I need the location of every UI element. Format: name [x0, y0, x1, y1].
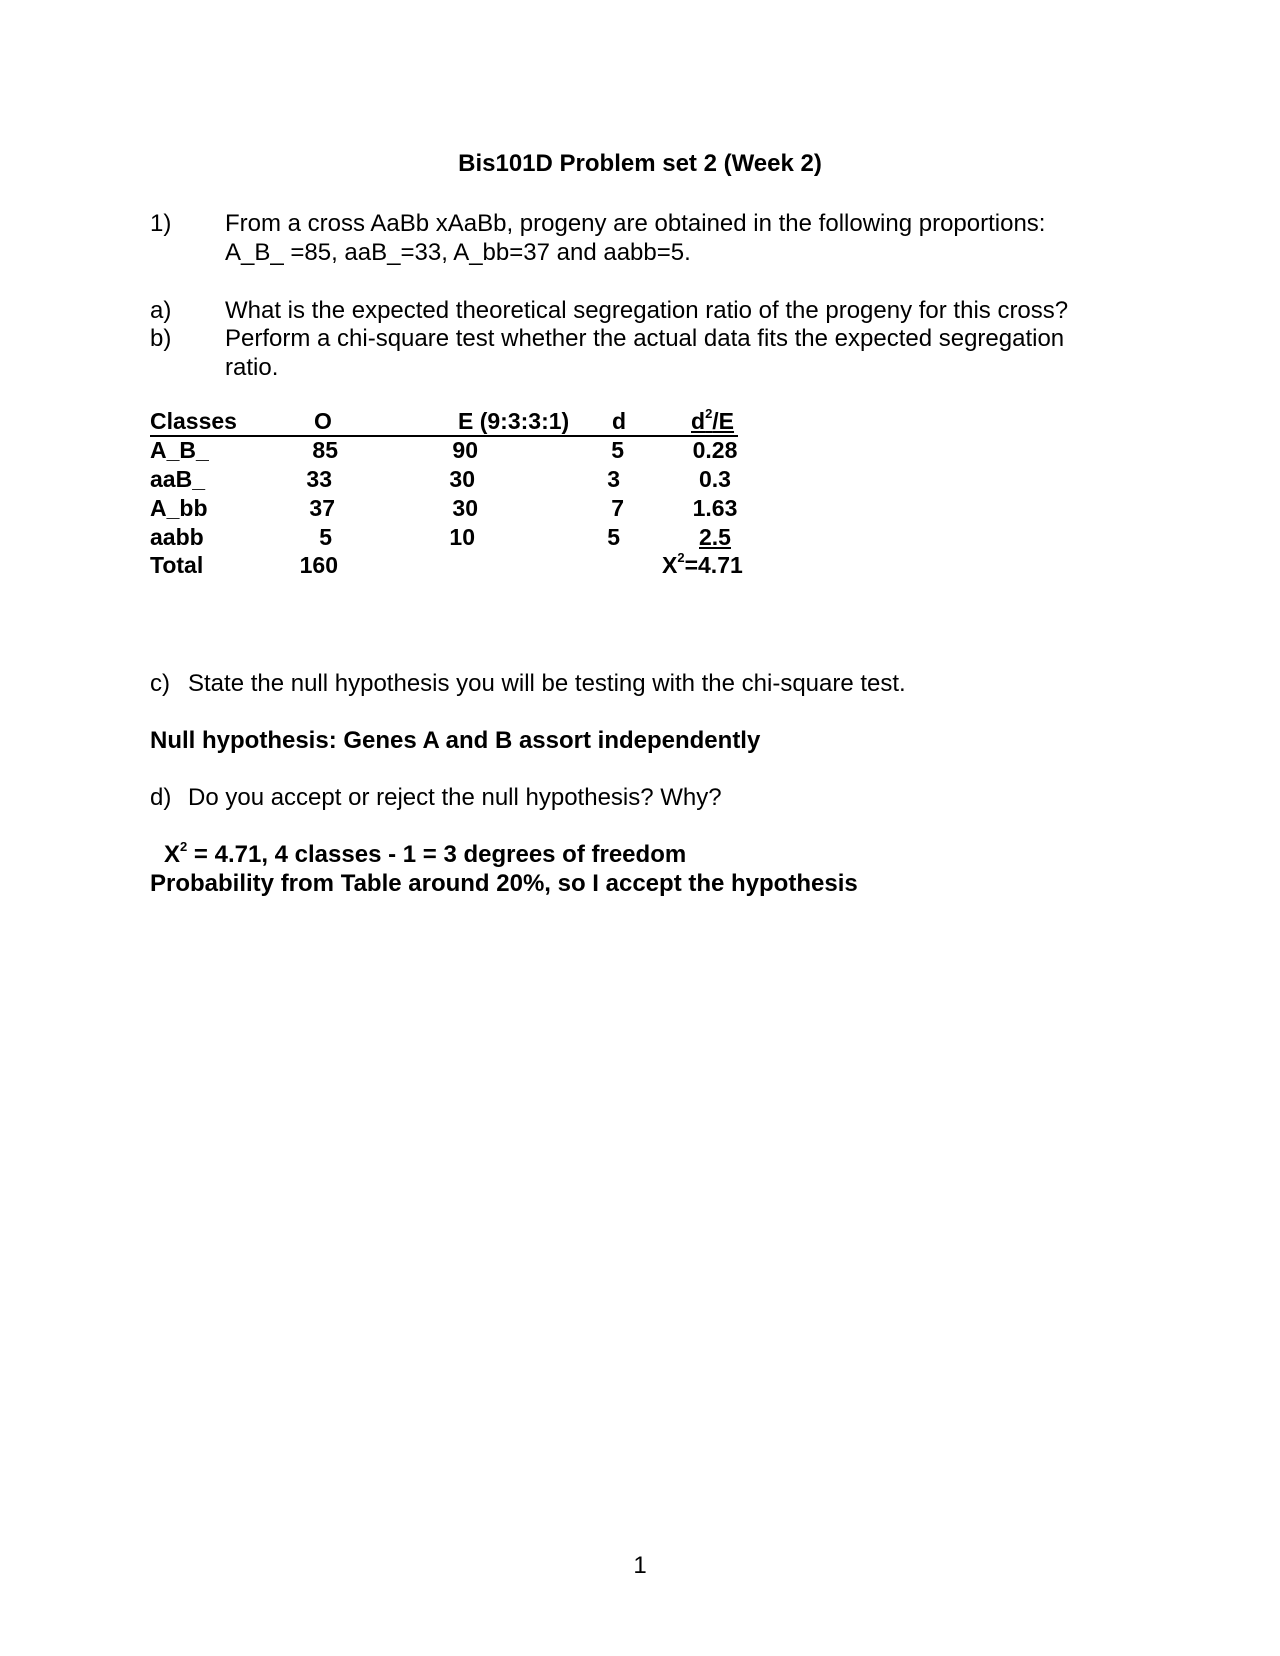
null-hypothesis: Null hypothesis: Genes A and B assort independently — [150, 727, 761, 754]
question-d-label: d) — [150, 784, 172, 811]
row-expected: 10 — [449, 524, 475, 550]
row-d2-over-e: 0.3 — [699, 466, 731, 492]
row-deviation: 7 — [611, 495, 624, 521]
row-d2-over-e: 1.63 — [692, 495, 738, 521]
question-1-text-line2: A_B_ =85, aaB_=33, A_bb=37 and aabb=5. — [225, 239, 691, 266]
chi-square-total: $X^2=4.71$ — [662, 550, 743, 578]
question-1-text-line1: From a cross AaBb xAaBb, progeny are obtained in the following proportions: — [225, 210, 1046, 237]
row-deviation: 5 — [607, 524, 620, 550]
row-d2-over-e: 0.28 — [692, 437, 738, 463]
row-class: A_B_ — [150, 437, 209, 463]
header-expected: E (9:3:3:1) — [458, 408, 570, 434]
page-number: 1 — [633, 1552, 647, 1579]
total-label: Total — [150, 552, 204, 578]
row-deviation: 3 — [607, 466, 620, 492]
row-observed: 33 — [306, 466, 332, 492]
chi-square-table — [150, 408, 760, 588]
question-b-text-line1: Perform a chi-square test whether the actual data fits the expected segregation — [225, 325, 1065, 352]
answer-line-1: $X^2 = 4.71$, 4 classes - 1 = 3 degrees of freedom — [164, 839, 687, 868]
question-d-text: Do you accept or reject the null hypothesis? Why? — [188, 784, 722, 811]
question-a-text: What is the expected theoretical segregation ratio of the progeny for this cross? — [225, 297, 1069, 324]
row-observed: 5 — [319, 524, 332, 550]
row-deviation: 5 — [611, 437, 624, 463]
row-observed: 85 — [312, 437, 338, 463]
page-title: Bis101D Problem set 2 (Week 2) — [458, 150, 822, 177]
question-c-label: c) — [150, 670, 170, 697]
row-d2-over-e: 2.5 — [699, 524, 731, 550]
row-observed: 37 — [309, 495, 335, 521]
header-d2-over-e: $d^2/E$ — [691, 406, 735, 434]
total-observed: 160 — [299, 552, 338, 578]
header-deviation: d — [612, 408, 627, 434]
question-c-text: State the null hypothesis you will be testing with the chi-square test. — [188, 670, 906, 697]
row-class: A_bb — [150, 495, 208, 521]
row-class: aabb — [150, 524, 204, 550]
header-observed: O — [314, 408, 332, 434]
row-expected: 30 — [452, 495, 478, 521]
answer-line-2: Probability from Table around 20%, so I accept the hypothesis — [150, 870, 858, 897]
question-1-number: 1) — [150, 210, 172, 237]
row-expected: 90 — [452, 437, 478, 463]
question-a-label: a) — [150, 297, 172, 324]
question-b-label: b) — [150, 325, 172, 352]
header-classes: Classes — [150, 408, 237, 434]
row-class: aaB_ — [150, 466, 205, 492]
row-expected: 30 — [449, 466, 475, 492]
question-b-text-line2: ratio. — [225, 354, 279, 381]
